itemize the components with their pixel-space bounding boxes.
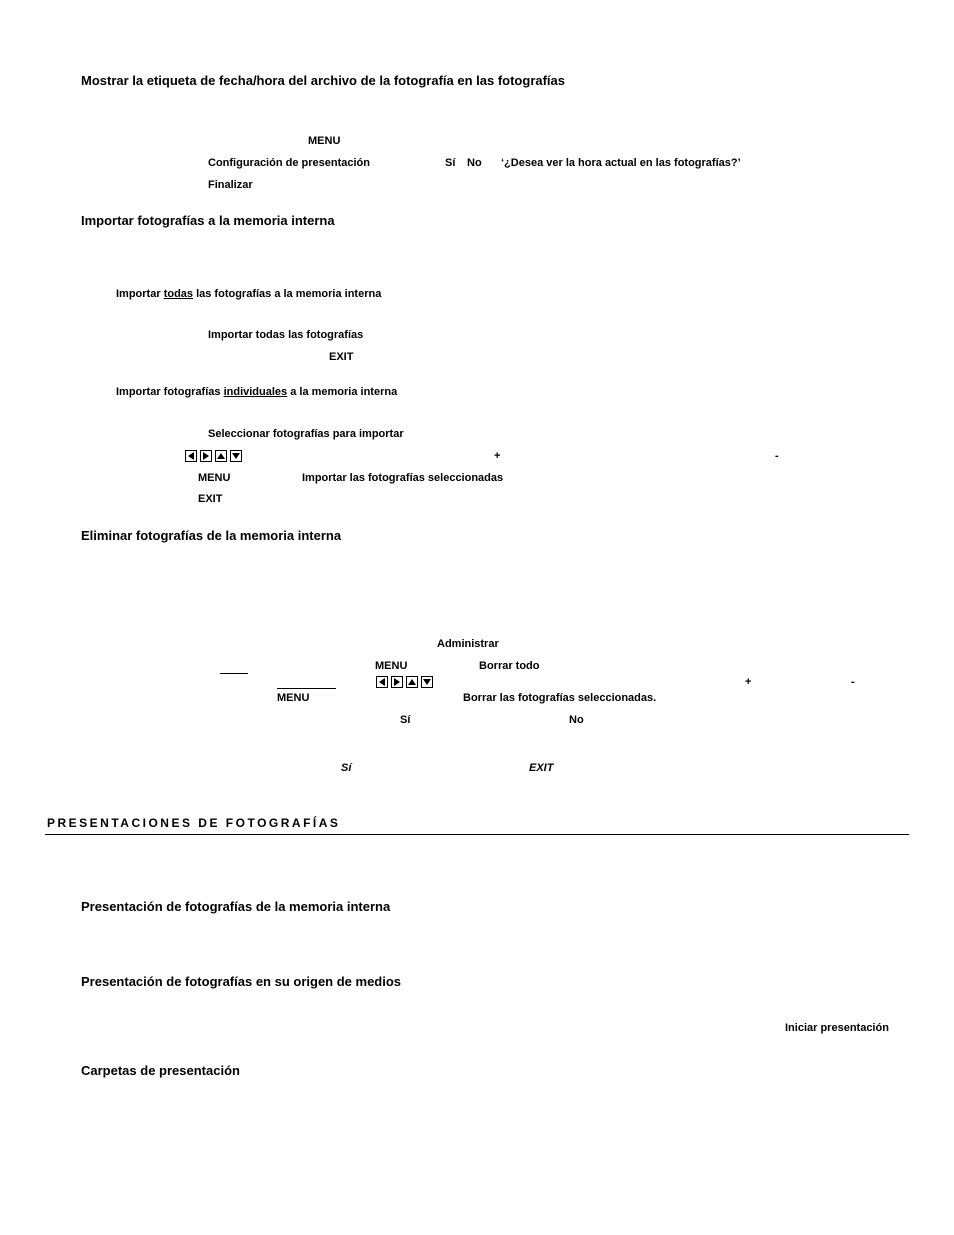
menu-label-4: MENU [277,692,310,704]
manage-label: Administrar [437,638,499,650]
up-arrow-icon [215,450,227,462]
finish-label: Finalizar [208,179,253,191]
blank-line [220,673,248,674]
import-all-label: Importar todas las fotografías [208,329,364,341]
exit-label: EXIT [329,351,354,363]
internal-slideshow-heading: Presentación de fotografías de la memoria interna [81,899,391,914]
arrow-keys-group-2 [376,676,433,688]
down-arrow-icon [421,676,433,688]
arrow-keys-group [185,450,242,462]
import-individual-subheading: Importar fotografías individuales a la memoria interna [116,386,398,398]
minus-label-2: - [851,676,855,688]
question-text: ‘¿Desea ver la hora actual en las fotografías?’ [501,157,741,169]
date-stamp-heading: Mostrar la etiqueta de fecha/hora del archivo de la fotografía en las fotografías [81,73,566,88]
delete-selected-label: Borrar las fotografías seleccionadas. [463,692,657,704]
delete-heading: Eliminar fotografías de la memoria interna [81,528,342,543]
media-slideshow-heading: Presentación de fotografías en su origen de medios [81,974,402,989]
up-arrow-icon [406,676,418,688]
left-arrow-icon [185,450,197,462]
minus-label: - [775,450,779,462]
no-label: No [467,157,482,169]
menu-label-2: MENU [198,472,231,484]
no-label-2: No [569,714,584,726]
import-all-subheading: Importar todas las fotografías a la memoria interna [116,288,382,300]
right-arrow-icon [391,676,403,688]
section-title: PRESENTACIONES DE FOTOGRAFÍAS [47,816,341,830]
plus-label-2: + [745,676,752,688]
yes-italic-label: Sí [341,762,352,774]
yes-label-2: Sí [400,714,411,726]
import-heading: Importar fotografías a la memoria interna [81,213,335,228]
delete-all-label: Borrar todo [479,660,540,672]
left-arrow-icon [376,676,388,688]
blank-line-2 [277,688,336,689]
yes-label: Sí [445,157,456,169]
start-slideshow-label: Iniciar presentación [785,1022,889,1034]
menu-label-3: MENU [375,660,408,672]
slideshow-folders-heading: Carpetas de presentación [81,1063,240,1078]
menu-label: MENU [308,135,341,147]
exit-label-2: EXIT [198,493,223,505]
exit-italic-label: EXIT [529,762,554,774]
display-setup-label: Configuración de presentación [208,157,370,169]
select-photos-label: Seleccionar fotografías para importar [208,428,404,440]
section-divider [45,834,909,835]
plus-label: + [494,450,501,462]
down-arrow-icon [230,450,242,462]
import-selected-label: Importar las fotografías seleccionadas [302,472,504,484]
right-arrow-icon [200,450,212,462]
